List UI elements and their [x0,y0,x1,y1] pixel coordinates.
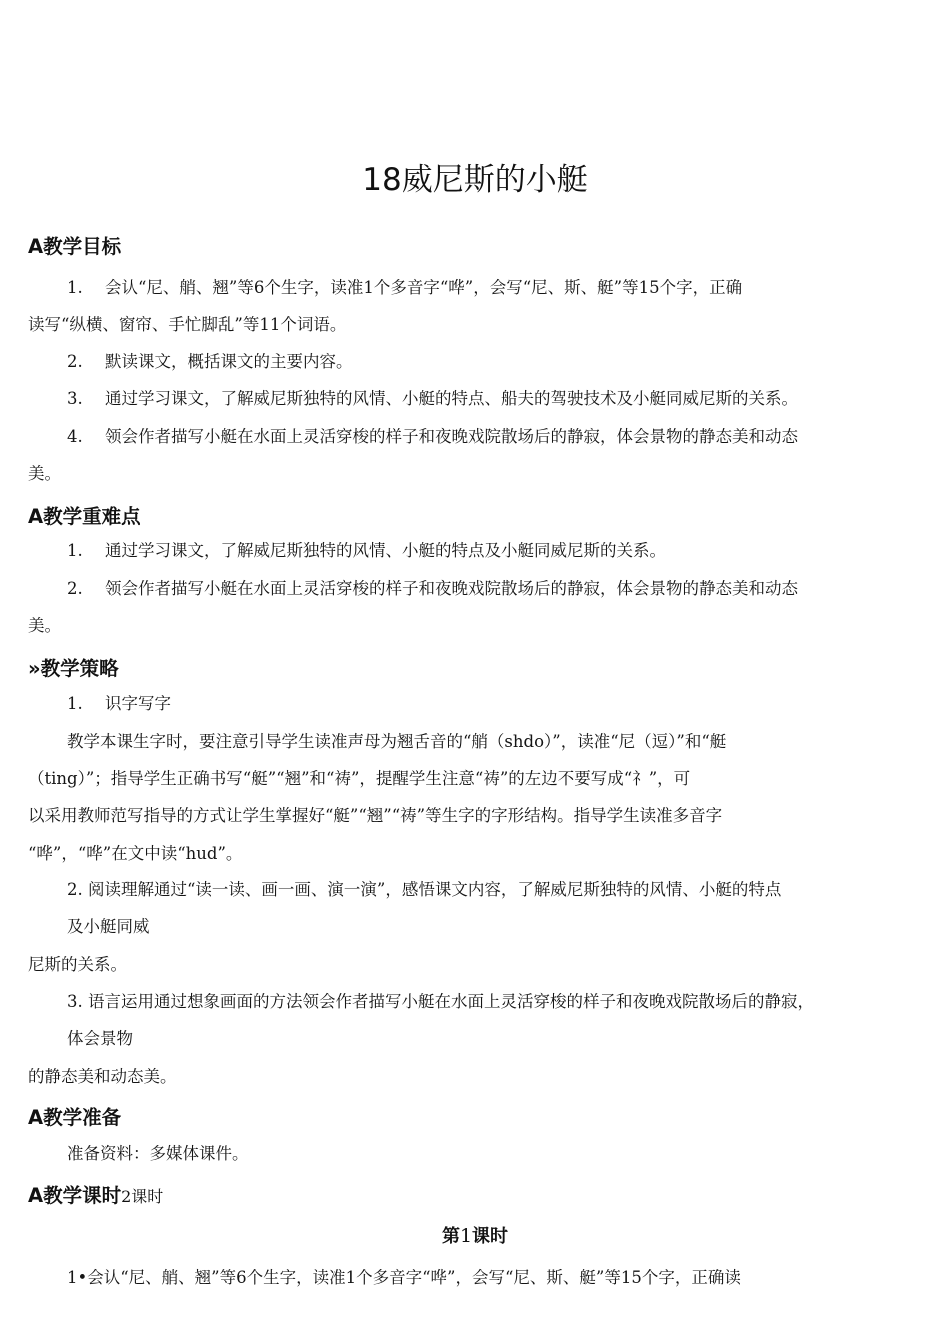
goal-item-4 [67,424,798,450]
key-point-1-number: 1. [67,541,83,560]
lesson-1-label-pre: 第 [441,1226,460,1247]
lesson-1-heading [0,1223,950,1250]
heading-teaching-hours [28,1182,163,1211]
strategy-1-title: 识字写字 [105,694,171,713]
heading-teaching-goals: A教学目标 [28,235,122,258]
key-point-item-1 [67,538,666,564]
strategy-2-line-1: 2. 阅读理解通过“读一读、画一画、演一演”，感悟课文内容，了解威尼斯独特的风情、小艇的特点 [67,880,782,899]
strategy-1-line-4: “哗”，“哗”在文中读“hud”。 [28,844,243,863]
strategy-2-line-3: 尼斯的关系。 [28,955,127,974]
heading-teaching-strategy: »教学策略 [28,657,119,680]
goal-item-1 [67,275,742,301]
strategy-3-line-2: 体会景物 [67,1029,133,1048]
lesson-1-number: 1 [459,1225,473,1247]
strategy-1-line-2: （ting）”；指导学生正确书写“艇”“翘”和“祷”，提醒学生注意“祷”的左边不要写成“礻”，可 [28,769,691,788]
goal-4-continuation: 美。 [28,464,61,483]
heading-key-points: A教学重难点 [28,505,141,528]
goal-item-2 [67,349,353,375]
key-point-item-2 [67,576,798,602]
heading-teaching-prep: A教学准备 [28,1106,122,1129]
strategy-item-1 [67,691,171,717]
key-point-2-continuation: 美。 [28,616,61,635]
strategy-1-number: 1. [67,694,83,713]
strategy-3-line-3: 的静态美和动态美。 [28,1067,177,1086]
goal-item-3 [67,386,798,412]
goal-4-text: 领会作者描写小艇在水面上灵活穿梭的样子和夜晚戏院散场后的静寂，体会景物的静态美和动态 [105,427,798,446]
lesson-1-line-1: 1•会认“尼、艄、翘”等6个生字，读准1个多音字“哗”，会写“尼、斯、艇”等15个字，正确读 [67,1268,741,1287]
goal-3-number: 3. [67,389,83,408]
goal-3-text: 通过学习课文，了解威尼斯独特的风情、小艇的特点、船夫的驾驶技术及小艇同威尼斯的关系。 [105,389,798,408]
strategy-2-line-2: 及小艇同威 [67,917,150,936]
strategy-3-line-1: 3. 语言运用通过想象画面的方法领会作者描写小艇在水面上灵活穿梭的样子和夜晚戏院散场后的静寂， [67,992,814,1011]
goal-2-text: 默读课文，概括课文的主要内容。 [105,352,353,371]
goal-1-continuation: 读写“纵横、窗帘、手忙脚乱”等11个词语。 [28,315,347,334]
strategy-1-line-3: 以采用教师范写指导的方式让学生掌握好“艇”“翘”“祷”等生字的字形结构。指导学生读准多音字 [28,806,723,825]
key-point-2-text: 领会作者描写小艇在水面上灵活穿梭的样子和夜晚戏院散场后的静寂，体会景物的静态美和动态 [105,579,798,598]
strategy-1-line-1: 教学本课生字时，要注意引导学生读准声母为翘舌音的“艄（shdo）”，读准“尼（逗）”和“艇 [67,732,727,751]
document-title: 18威尼斯的小艇 [362,162,588,198]
goal-1-number: 1. [67,278,83,297]
goal-1-text: 会认“尼、艄、翘”等6个生字，读准1个多音字“哗”，会写“尼、斯、艇”等15个字，正确 [105,278,743,297]
key-point-2-number: 2. [67,579,83,598]
teaching-hours-value: 2课时 [121,1187,164,1206]
goal-4-number: 4. [67,427,83,446]
teaching-hours-label: A教学课时 [28,1184,122,1207]
key-point-1-text: 通过学习课文，了解威尼斯独特的风情、小艇的特点及小艇同威尼斯的关系。 [105,541,666,560]
prep-text: 准备资料：多媒体课件。 [67,1144,249,1163]
lesson-1-label-post: 课时 [472,1226,509,1247]
goal-2-number: 2. [67,352,83,371]
